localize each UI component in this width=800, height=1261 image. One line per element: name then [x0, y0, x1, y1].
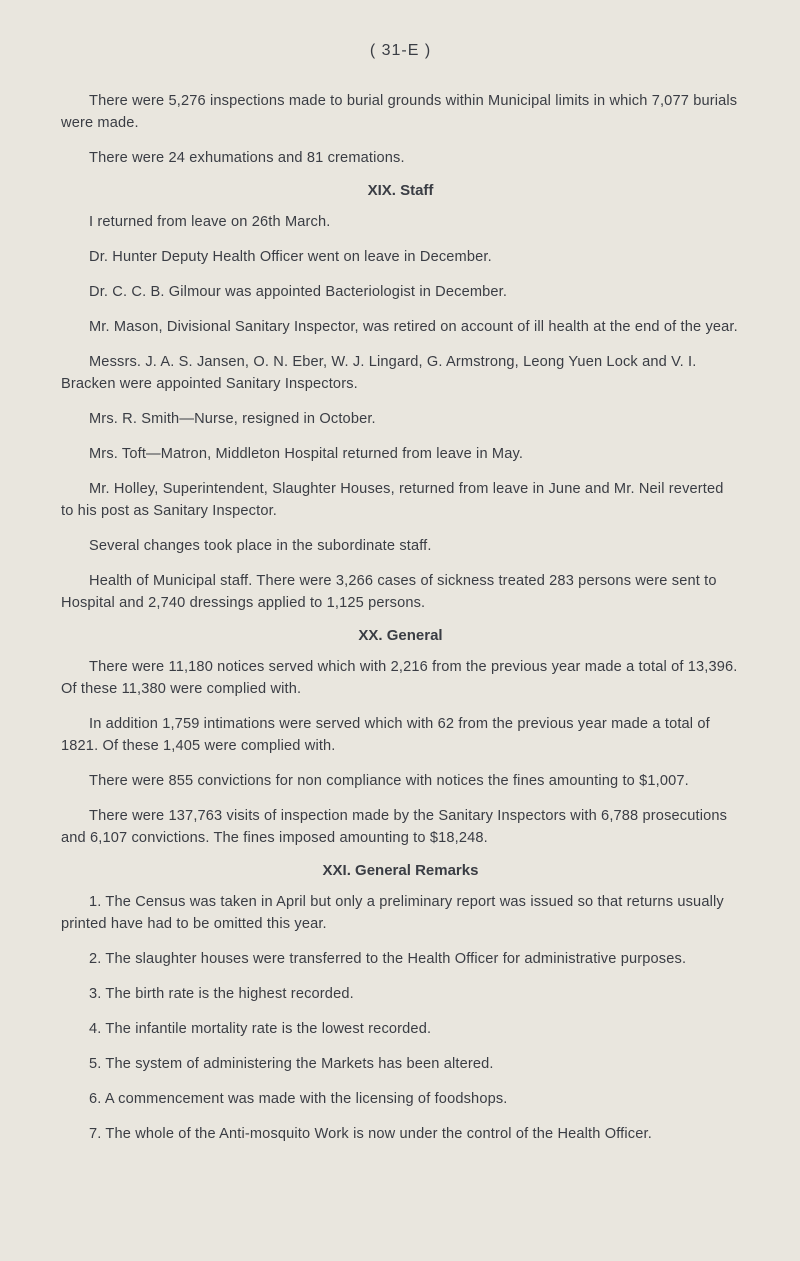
paragraph: There were 11,180 notices served which with 2,216 from the previous year made a total of 13,396. Of these 11,380 were complied with. — [61, 659, 738, 697]
numbered-remark: 3. The birth rate is the highest recorded. — [89, 986, 354, 1002]
numbered-remark: 1. The Census was taken in April but only a preliminary report was issued so that returns usually printed have had to be omitted this year. — [61, 894, 724, 932]
paragraph: Mrs. R. Smith—Nurse, resigned in October. — [89, 411, 376, 427]
numbered-remark: 5. The system of administering the Markets has been altered. — [89, 1056, 494, 1072]
numbered-remark: 6. A commencement was made with the licensing of foodshops. — [89, 1091, 508, 1107]
paragraph: Health of Municipal staff. There were 3,266 cases of sickness treated 283 persons were sent to Hospital and 2,740 dressings applied to 1,125 persons. — [61, 573, 717, 611]
paragraph: Dr. Hunter Deputy Health Officer went on leave in December. — [89, 249, 492, 265]
paragraph: There were 137,763 visits of inspection made by the Sanitary Inspectors with 6,788 prosecutions and 6,107 convictions. The fines imposed amounting to $18,248. — [61, 808, 728, 846]
paragraph: There were 855 convictions for non compliance with notices the fines amounting to $1,007. — [89, 773, 689, 789]
paragraph: In addition 1,759 intimations were served which with 62 from the previous year made a total of 1821. Of these 1,405 were complied with. — [61, 716, 710, 754]
paragraph: Mrs. Toft—Matron, Middleton Hospital returned from leave in May. — [89, 446, 524, 462]
section-heading-staff: XIX. Staff — [367, 182, 434, 199]
numbered-remark: 4. The infantile mortality rate is the lowest recorded. — [89, 1021, 432, 1037]
paragraph: Mr. Mason, Divisional Sanitary Inspector, was retired on account of ill health at the end of the year. — [89, 319, 738, 335]
paragraph: Messrs. J. A. S. Jansen, O. N. Eber, W. J. Lingard, G. Armstrong, Leong Yuen Lock and V. I. Bracken were appointed Sanitary Inspectors. — [61, 354, 697, 392]
section-heading-general-remarks: XXI. General Remarks — [322, 862, 479, 879]
paragraph: There were 5,276 inspections made to burial grounds within Municipal limits in which 7,077 burials were made. — [61, 93, 738, 131]
numbered-remark: 2. The slaughter houses were transferred to the Health Officer for administrative purposes. — [89, 951, 687, 967]
page-number: ( 31-E ) — [369, 42, 432, 59]
paragraph: Dr. C. C. B. Gilmour was appointed Bacteriologist in December. — [89, 284, 508, 300]
section-heading-general: XX. General — [358, 627, 443, 644]
paragraph: Several changes took place in the subordinate staff. — [89, 538, 432, 554]
paragraph: I returned from leave on 26th March. — [89, 214, 331, 230]
numbered-remark: 7. The whole of the Anti-mosquito Work is now under the control of the Health Officer. — [89, 1126, 652, 1142]
paragraph: Mr. Holley, Superintendent, Slaughter Houses, returned from leave in June and Mr. Neil reverted to his post as Sanitary Inspector. — [61, 481, 724, 519]
paragraph: There were 24 exhumations and 81 cremations. — [89, 150, 405, 166]
